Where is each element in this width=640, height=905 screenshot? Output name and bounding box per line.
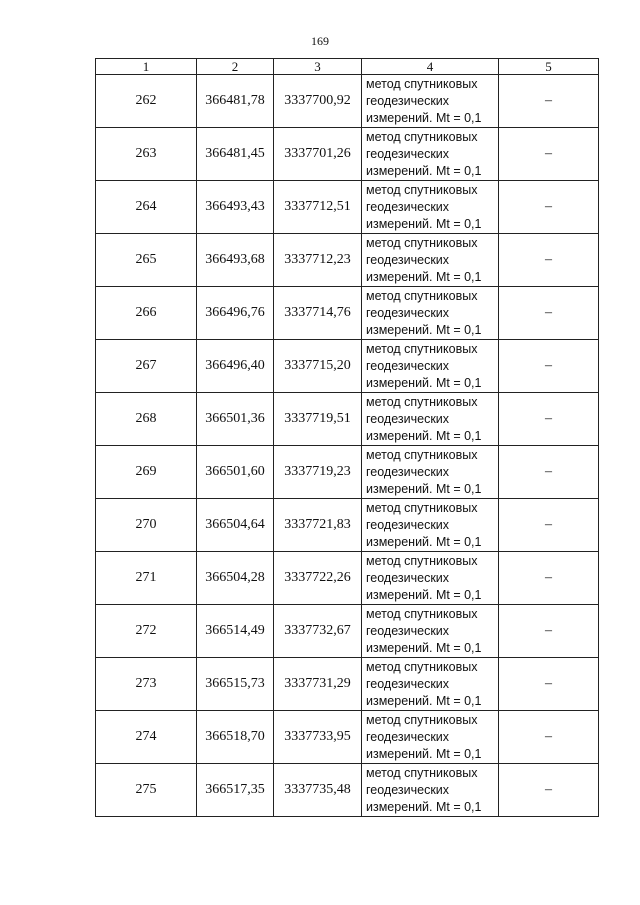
x-coordinate-cell: 366501,36	[197, 393, 274, 446]
point-number-cell: 265	[96, 234, 197, 287]
method-line-3: измерений. Mt = 0,1	[366, 163, 482, 178]
method-line-3: измерений. Mt = 0,1	[366, 746, 482, 761]
method-line-2: геодезических	[366, 411, 450, 426]
table-row	[96, 128, 599, 181]
method-line-3: измерений. Mt = 0,1	[366, 587, 482, 602]
x-coordinate-cell: 366481,45	[197, 128, 274, 181]
x-coordinate-cell: 366515,73	[197, 658, 274, 711]
method-line-1: метод спутниковых	[366, 500, 478, 515]
method-line-1: метод спутниковых	[366, 553, 478, 568]
method-line-3: измерений. Mt = 0,1	[366, 799, 482, 814]
method-line-3: измерений. Mt = 0,1	[366, 216, 482, 231]
accuracy-cell: –	[499, 393, 599, 446]
method-line-3: измерений. Mt = 0,1	[366, 375, 482, 390]
accuracy-cell: –	[499, 446, 599, 499]
point-number-cell: 266	[96, 287, 197, 340]
method-line-3: измерений. Mt = 0,1	[366, 640, 482, 655]
y-coordinate-cell: 3337714,76	[274, 287, 362, 340]
method-line-2: геодезических	[366, 252, 450, 267]
method-line-2: геодезических	[366, 676, 450, 691]
point-number-cell: 272	[96, 605, 197, 658]
method-line-1: метод спутниковых	[366, 712, 478, 727]
point-number-cell: 270	[96, 499, 197, 552]
point-number-cell: 263	[96, 128, 197, 181]
y-coordinate-cell: 3337715,20	[274, 340, 362, 393]
accuracy-cell: –	[499, 605, 599, 658]
method-line-2: геодезических	[366, 517, 450, 532]
table-row	[96, 287, 599, 340]
method-cell	[362, 552, 499, 605]
method-line-1: метод спутниковых	[366, 659, 478, 674]
accuracy-cell: –	[499, 552, 599, 605]
x-coordinate-cell: 366481,78	[197, 75, 274, 128]
method-line-1: метод спутниковых	[366, 394, 478, 409]
point-number-cell: 271	[96, 552, 197, 605]
column-header-1: 1	[96, 59, 197, 75]
point-number-cell: 275	[96, 764, 197, 817]
accuracy-cell: –	[499, 181, 599, 234]
table-row	[96, 499, 599, 552]
method-line-3: измерений. Mt = 0,1	[366, 693, 482, 708]
y-coordinate-cell: 3337735,48	[274, 764, 362, 817]
x-coordinate-cell: 366518,70	[197, 711, 274, 764]
method-line-2: геодезических	[366, 305, 450, 320]
table-row	[96, 711, 599, 764]
table-row	[96, 75, 599, 128]
x-coordinate-cell: 366514,49	[197, 605, 274, 658]
y-coordinate-cell: 3337732,67	[274, 605, 362, 658]
method-cell	[362, 340, 499, 393]
method-line-3: измерений. Mt = 0,1	[366, 269, 482, 284]
method-line-1: метод спутниковых	[366, 606, 478, 621]
table-body	[96, 75, 599, 817]
method-line-1: метод спутниковых	[366, 76, 478, 91]
method-cell	[362, 75, 499, 128]
table-row	[96, 393, 599, 446]
point-number-cell: 267	[96, 340, 197, 393]
accuracy-cell: –	[499, 499, 599, 552]
table-row	[96, 552, 599, 605]
method-line-2: геодезических	[366, 146, 450, 161]
table-row	[96, 234, 599, 287]
point-number-cell: 268	[96, 393, 197, 446]
accuracy-cell: –	[499, 764, 599, 817]
y-coordinate-cell: 3337712,51	[274, 181, 362, 234]
table-row	[96, 658, 599, 711]
y-coordinate-cell: 3337721,83	[274, 499, 362, 552]
table-row	[96, 340, 599, 393]
method-cell	[362, 181, 499, 234]
table-row	[96, 446, 599, 499]
y-coordinate-cell: 3337722,26	[274, 552, 362, 605]
coordinates-table	[95, 58, 599, 817]
method-line-1: метод спутниковых	[366, 235, 478, 250]
accuracy-cell: –	[499, 711, 599, 764]
y-coordinate-cell: 3337700,92	[274, 75, 362, 128]
x-coordinate-cell: 366504,64	[197, 499, 274, 552]
point-number-cell: 262	[96, 75, 197, 128]
accuracy-cell: –	[499, 658, 599, 711]
method-cell	[362, 446, 499, 499]
page-number: 169	[311, 34, 329, 48]
column-header-5: 5	[499, 59, 599, 75]
method-line-2: геодезических	[366, 729, 450, 744]
header-row	[96, 59, 599, 75]
method-cell	[362, 605, 499, 658]
method-cell	[362, 499, 499, 552]
table-row	[96, 181, 599, 234]
method-cell	[362, 764, 499, 817]
method-cell	[362, 711, 499, 764]
method-line-1: метод спутниковых	[366, 182, 478, 197]
column-header-3: 3	[274, 59, 362, 75]
y-coordinate-cell: 3337712,23	[274, 234, 362, 287]
method-line-1: метод спутниковых	[366, 765, 478, 780]
method-line-2: геодезических	[366, 358, 450, 373]
y-coordinate-cell: 3337701,26	[274, 128, 362, 181]
x-coordinate-cell: 366501,60	[197, 446, 274, 499]
table-row	[96, 605, 599, 658]
method-line-1: метод спутниковых	[366, 129, 478, 144]
table-row	[96, 764, 599, 817]
method-line-1: метод спутниковых	[366, 288, 478, 303]
method-line-2: геодезических	[366, 782, 450, 797]
table-header	[96, 59, 599, 75]
method-line-3: измерений. Mt = 0,1	[366, 110, 482, 125]
accuracy-cell: –	[499, 287, 599, 340]
point-number-cell: 274	[96, 711, 197, 764]
method-line-2: геодезических	[366, 464, 450, 479]
x-coordinate-cell: 366517,35	[197, 764, 274, 817]
x-coordinate-cell: 366493,43	[197, 181, 274, 234]
point-number-cell: 273	[96, 658, 197, 711]
method-cell	[362, 287, 499, 340]
method-line-3: измерений. Mt = 0,1	[366, 481, 482, 496]
method-line-3: измерений. Mt = 0,1	[366, 322, 482, 337]
y-coordinate-cell: 3337733,95	[274, 711, 362, 764]
method-line-1: метод спутниковых	[366, 341, 478, 356]
point-number-cell: 269	[96, 446, 197, 499]
point-number-cell: 264	[96, 181, 197, 234]
method-line-2: геодезических	[366, 570, 450, 585]
method-line-2: геодезических	[366, 623, 450, 638]
y-coordinate-cell: 3337719,51	[274, 393, 362, 446]
x-coordinate-cell: 366493,68	[197, 234, 274, 287]
method-cell	[362, 128, 499, 181]
method-cell	[362, 234, 499, 287]
method-line-2: геодезических	[366, 93, 450, 108]
accuracy-cell: –	[499, 340, 599, 393]
method-line-1: метод спутниковых	[366, 447, 478, 462]
x-coordinate-cell: 366496,40	[197, 340, 274, 393]
accuracy-cell: –	[499, 234, 599, 287]
method-line-2: геодезических	[366, 199, 450, 214]
x-coordinate-cell: 366504,28	[197, 552, 274, 605]
method-line-3: измерений. Mt = 0,1	[366, 534, 482, 549]
accuracy-cell: –	[499, 75, 599, 128]
y-coordinate-cell: 3337719,23	[274, 446, 362, 499]
column-header-4: 4	[362, 59, 499, 75]
column-header-2: 2	[197, 59, 274, 75]
y-coordinate-cell: 3337731,29	[274, 658, 362, 711]
x-coordinate-cell: 366496,76	[197, 287, 274, 340]
accuracy-cell: –	[499, 128, 599, 181]
method-line-3: измерений. Mt = 0,1	[366, 428, 482, 443]
method-cell	[362, 393, 499, 446]
method-cell	[362, 658, 499, 711]
